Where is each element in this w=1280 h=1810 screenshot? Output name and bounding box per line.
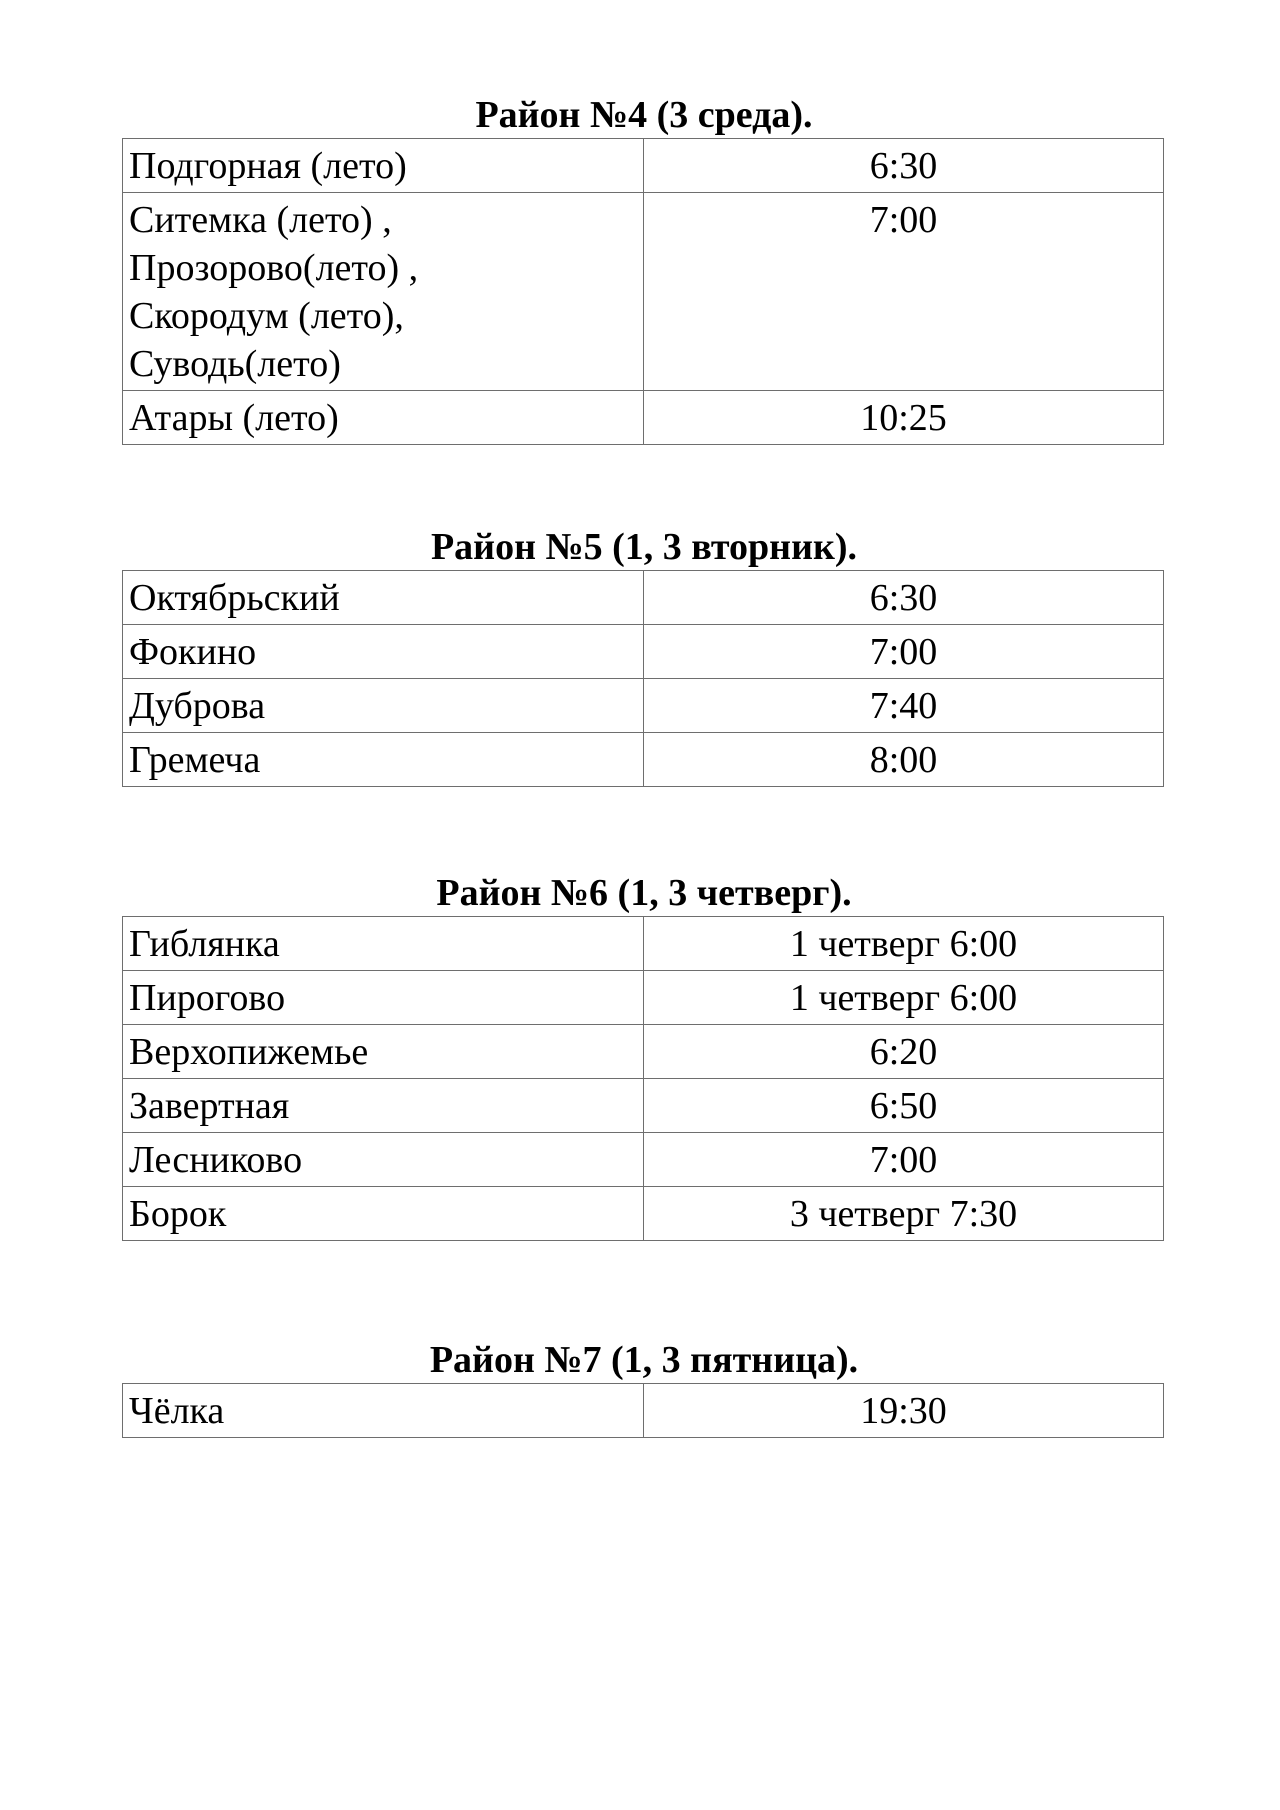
district-7-table (122, 1383, 1164, 1438)
place-name: Дуброва (129, 685, 266, 727)
time-cell: 8:00 (644, 733, 1164, 787)
district-6-section (122, 870, 1164, 1241)
place-name: Суводь(лето) (129, 343, 341, 385)
table-row (123, 1187, 1164, 1241)
district-6-table (122, 916, 1164, 1241)
place-name: Гиблянка (129, 923, 280, 965)
place-name: Чёлка (129, 1390, 225, 1432)
time-cell: 6:30 (644, 139, 1164, 193)
place-name: Скородум (лето), (129, 295, 404, 337)
place-cell (123, 1079, 644, 1133)
district-5-title: Район №5 (1, 3 вторник). (430, 526, 858, 568)
time-cell: 19:30 (644, 1384, 1164, 1438)
place-cell (123, 733, 644, 787)
place-name: Октябрьский (129, 577, 340, 619)
place-name: Пирогово (129, 977, 286, 1019)
place-cell (123, 1187, 644, 1241)
table-row (123, 917, 1164, 971)
place-cell (123, 1025, 644, 1079)
table-row (123, 571, 1164, 625)
place-cell (123, 625, 644, 679)
time-cell: 1 четверг 6:00 (644, 971, 1164, 1025)
table-row (123, 193, 1164, 391)
time-cell: 6:30 (644, 571, 1164, 625)
table-row (123, 391, 1164, 445)
place-name: Прозорово(лето) , (129, 247, 419, 289)
place-name: Фокино (129, 631, 257, 673)
district-5-section (122, 524, 1164, 787)
district-5-table (122, 570, 1164, 787)
table-row (123, 733, 1164, 787)
table-row (123, 1079, 1164, 1133)
time-cell: 7:00 (644, 625, 1164, 679)
place-name: Гремеча (129, 739, 261, 781)
district-4-section (122, 92, 1164, 445)
place-cell (123, 917, 644, 971)
time-cell: 7:00 (644, 193, 1164, 391)
district-7-section (122, 1337, 1164, 1438)
table-row (123, 139, 1164, 193)
place-name: Подгорная (лето) (129, 145, 407, 187)
district-4-title: Район №4 (3 среда). (475, 94, 813, 136)
place-name: Завертная (129, 1085, 290, 1127)
place-cell (123, 679, 644, 733)
district-6-title: Район №6 (1, 3 четверг). (436, 872, 852, 914)
table-row (123, 1025, 1164, 1079)
time-cell: 7:40 (644, 679, 1164, 733)
place-cell (123, 1133, 644, 1187)
place-cell (123, 571, 644, 625)
place-cell (123, 1384, 644, 1438)
table-row (123, 679, 1164, 733)
district-4-table (122, 138, 1164, 445)
place-name: Атары (лето) (129, 397, 339, 439)
time-cell: 10:25 (644, 391, 1164, 445)
table-row (123, 1384, 1164, 1438)
district-7-title: Район №7 (1, 3 пятница). (429, 1339, 859, 1381)
place-name: Ситемка (лето) , (129, 199, 392, 241)
place-cell (123, 391, 644, 445)
place-name: Лесниково (129, 1139, 303, 1181)
time-cell: 7:00 (644, 1133, 1164, 1187)
time-cell: 3 четверг 7:30 (644, 1187, 1164, 1241)
place-cell (123, 193, 644, 391)
place-name: Борок (129, 1193, 227, 1235)
table-row (123, 971, 1164, 1025)
time-cell: 6:50 (644, 1079, 1164, 1133)
place-cell (123, 139, 644, 193)
table-row (123, 625, 1164, 679)
table-row (123, 1133, 1164, 1187)
time-cell: 1 четверг 6:00 (644, 917, 1164, 971)
time-cell: 6:20 (644, 1025, 1164, 1079)
place-cell (123, 971, 644, 1025)
place-name: Верхопижемье (129, 1031, 369, 1073)
